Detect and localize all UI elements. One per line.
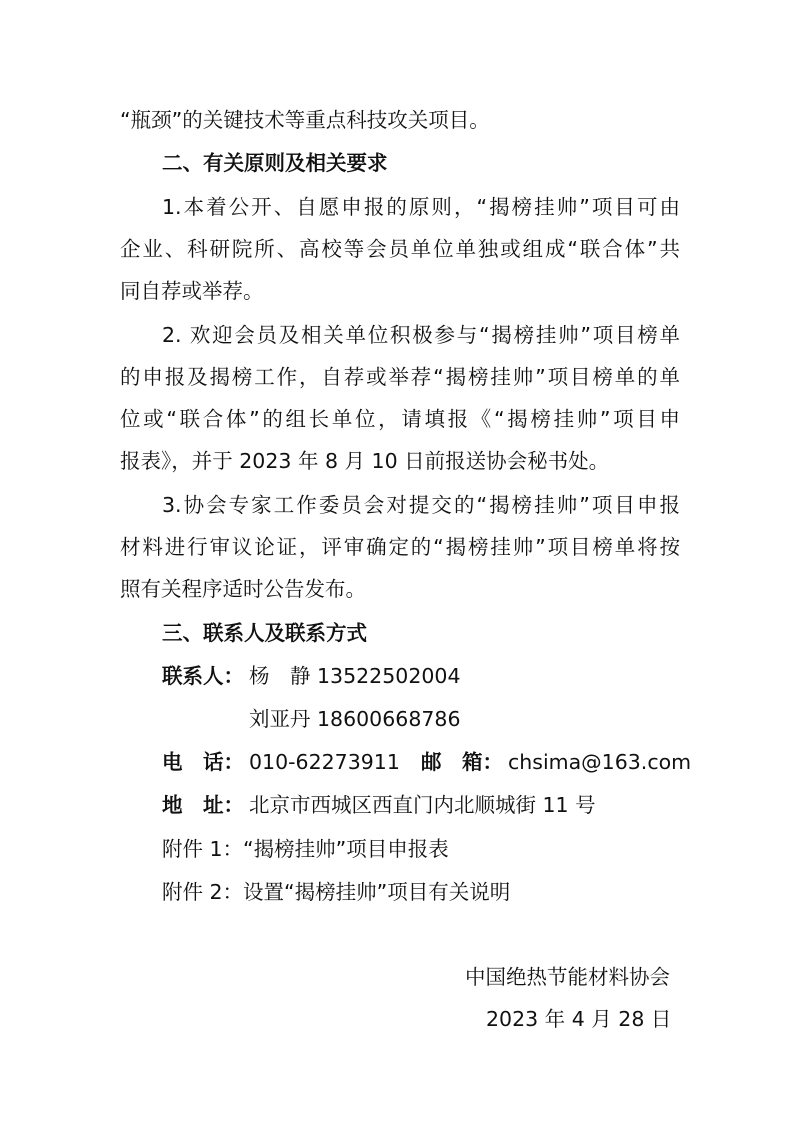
attachment-2: 附件 2：设置“揭榜挂帅”项目有关说明: [162, 880, 511, 904]
item-1-line-3: 同自荐或举荐。: [120, 279, 264, 303]
address-label: 地 址：: [162, 793, 244, 817]
section-3-heading: 三、联系人及联系方式: [162, 621, 367, 645]
address-value: 北京市西城区西直门内北顺城街 11 号: [249, 793, 596, 817]
phone-value: 010-62273911: [249, 750, 400, 774]
contact-person-2: 刘亚丹 18600668786: [249, 707, 461, 731]
item-2-line-4: 报表》，并于 2023 年 8 月 10 日前报送协会秘书处。: [120, 449, 610, 473]
signature-organization: 中国绝热节能材料协会: [465, 965, 670, 989]
item-3-line-3: 照有关程序适时公告发布。: [120, 577, 366, 601]
contact-label: 联系人：: [162, 664, 244, 688]
intro-tail: “瓶颈”的关键技术等重点科技攻关项目。: [120, 108, 490, 132]
contact-person-1: 杨 静 13522502004: [249, 664, 461, 688]
item-1-line-1: 1.本着公开、自愿申报的原则，“揭榜挂帅”项目可由: [162, 195, 680, 219]
attachment-1: 附件 1：“揭榜挂帅”项目申报表: [162, 837, 449, 861]
item-2-line-2: 的申报及揭榜工作，自荐或举荐“揭榜挂帅”项目榜单的单: [120, 365, 680, 389]
section-2-heading: 二、有关原则及相关要求: [162, 151, 388, 175]
email-label: 邮 箱：: [421, 750, 503, 774]
item-3-line-2: 材料进行审议论证，评审确定的“揭榜挂帅”项目榜单将按: [120, 535, 680, 559]
item-2-line-1: 2. 欢迎会员及相关单位积极参与“揭榜挂帅”项目榜单: [162, 323, 680, 347]
signature-date: 2023 年 4 月 28 日: [486, 1007, 672, 1031]
item-2-line-3: 位或“联合体”的组长单位，请填报《“揭榜挂帅”项目申: [120, 407, 680, 431]
item-3-line-1: 3.协会专家工作委员会对提交的“揭榜挂帅”项目申报: [162, 493, 680, 517]
email-value: chsima@163.com: [508, 750, 692, 774]
phone-label: 电 话：: [162, 750, 244, 774]
item-1-line-2: 企业、科研院所、高校等会员单位单独或组成“联合体”共: [120, 237, 680, 261]
